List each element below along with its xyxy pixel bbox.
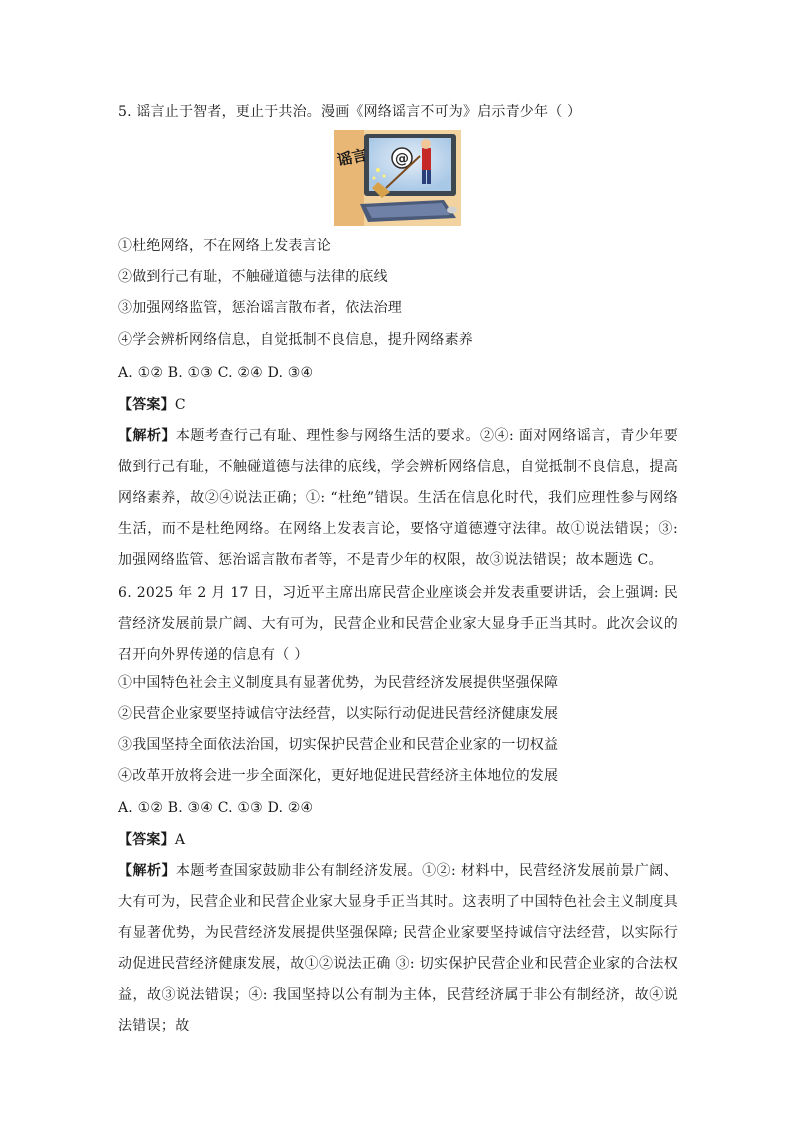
q6-option-4: ④改革开放将会进一步全面深化，更好地促进民营经济主体地位的发展 <box>118 768 559 784</box>
analysis-label: 【解析】 <box>118 428 176 444</box>
q5-stem: 5. 谣言止于智者，更止于共治。漫画《网络谣言不可为》启示青少年（ ） <box>118 104 582 120</box>
cartoon-text: 谣言 <box>335 145 369 170</box>
svg-text:@: @ <box>395 151 409 167</box>
q6-analysis <box>118 856 678 1034</box>
analysis-text: 本题考查国家鼓励非公有制经济发展。①②: 材料中，民营经济发展前景广阔、大有可为，民营企业和民营企业家大显身手正当其时。这表明了中国特色社会主义制度具有显著优势，为民营经济发展提供坚强保障; 民营企业家要坚持诚信守法经营，以实际行动促进民营经济健康发展，故①②说法正确 ③: 切实保护民营企业和民营企业家的合法权益，故③说法错误；④: 我国坚持以公有制为主体，民营经济属于非公有制经济，故④说法错误；故 <box>118 863 678 1034</box>
q5-analysis <box>118 421 678 571</box>
q6-option-3: ③我国坚持全面依法治国，切实保护民营企业和民营企业家的一切权益 <box>118 737 559 753</box>
q6-option-1: ①中国特色社会主义制度具有显著优势，为民营经济发展提供坚强保障 <box>118 675 559 691</box>
q5-option-3: ③加强网络监管，惩治谣言散布者，依法治理 <box>118 300 402 316</box>
cartoon-illustration-icon <box>334 130 461 226</box>
answer-label: 【答案】 <box>118 832 175 848</box>
q5-option-1: ①杜绝网络，不在网络上发表言论 <box>118 238 331 254</box>
q6-choices: A. ①② B. ③④ C. ①③ D. ②④ <box>118 800 314 816</box>
q5-choices: A. ①② B. ①③ C. ②④ D. ③④ <box>118 365 314 381</box>
q6-option-2: ②民营企业家要坚持诚信守法经营，以实际行动促进民营经济健康发展 <box>118 706 559 722</box>
q6-stem: 6. 2025 年 2 月 17 日，习近平主席出席民营企业座谈会并发表重要讲话，会上强调: 民营经济发展前景广阔、大有可为，民营企业和民营企业家大显身手正当其时。此次会议的召开向外界传递的信息有（ ） <box>118 585 678 663</box>
analysis-label: 【解析】 <box>118 863 176 879</box>
answer-label: 【答案】 <box>118 397 175 413</box>
q5-option-2: ②做到行己有耻，不触碰道德与法律的底线 <box>118 269 388 285</box>
answer-value: C <box>174 397 186 413</box>
q6-answer <box>118 830 678 850</box>
q5-answer <box>118 395 678 415</box>
q5-option-4: ④学会辨析网络信息，自觉抵制不良信息，提升网络素养 <box>118 332 473 348</box>
answer-value: A <box>174 832 186 848</box>
analysis-text: 本题考查行己有耻、理性参与网络生活的要求。②④: 面对网络谣言，青少年要做到行己有耻，不触碰道德与法律的底线，学会辨析网络信息，自觉抵制不良信息，提高网络素养，故②④说法正确；①: “杜绝”错误。生活在信息化时代，我们应理性参与网络生活，而不是杜绝网络。在网络上发表言论，要恪守道德遵守法律。故①说法错误；③: 加强网络监管、惩治谣言散布者等，不是青少年的权限，故③说法错误；故本题选 C。 <box>118 428 678 568</box>
